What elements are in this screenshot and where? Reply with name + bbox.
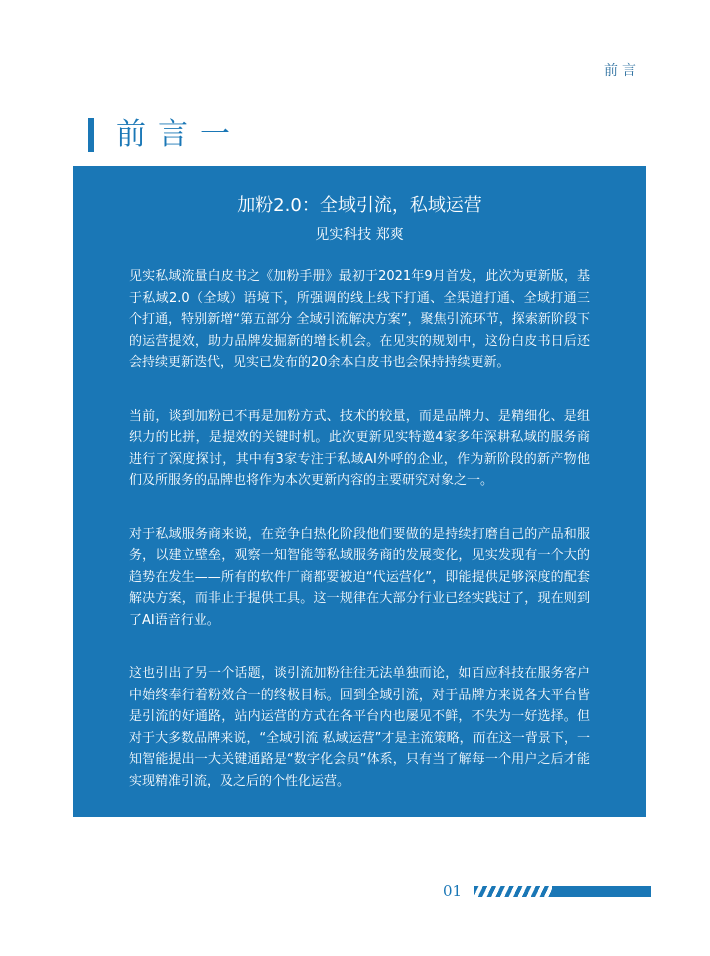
running-header: 前言	[604, 63, 640, 79]
paragraph-4: 这也引出了另一个话题，谈引流加粉往往无法单独而论，如百应科技在服务客户中始终奉行着粉效合一的终极目标。回到全域引流，对于品牌方来说各大平台皆是引流的好通路，站内运营的方式在各平台内也屡见不鲜，不失为一好选择。但对于大多数品牌来说，“全域引流 私域运营”才是主流策略，而在这一背景下，一知智能提出一大关键通路是“数字化会员”体系，只有当了解每一个用户之后才能实现精准引流，及之后的个性化运营。	[129, 666, 590, 789]
paragraph-2: 当前，谈到加粉已不再是加粉方式、技术的较量，而是品牌力、是精细化、是组织力的比拼，是提效的关键时机。此次更新见实特邀4家多年深耕私域的服务商进行了深度探讨，其中有3家专注于私域AI外呼的企业，作为新阶段的新产物他们及所服务的品牌也将作为本次更新内容的主要研究对象之一。	[129, 408, 590, 488]
panel-author: 见实科技 郑爽	[315, 227, 404, 243]
footer-bar	[552, 886, 651, 897]
preface-panel	[73, 166, 646, 817]
section-heading-title: 前言一	[116, 117, 242, 152]
stripe-decoration	[474, 886, 552, 897]
page-footer	[443, 882, 651, 900]
heading-accent-bar	[88, 118, 94, 152]
page-number: 01	[443, 882, 463, 900]
paragraph-1: 见实私域流量白皮书之《加粉手册》最初于2021年9月首发，此次为更新版，基于私域2.0（全域）语境下，所强调的线上线下打通、全渠道打通、全域打通三个打通，特别新增“第五部分 全域引流解决方案”，聚焦引流环节，探索新阶段下的运营提效，助力品牌发掘新的增长机会。在见实的规划中，这份白皮书日后还会持续更新迭代，见实已发布的20余本白皮书也会保持持续更新。	[129, 269, 590, 370]
section-heading	[88, 118, 242, 152]
paragraph-3: 对于私域服务商来说，在竞争白热化阶段他们要做的是持续打磨自己的产品和服务，以建立壁垒，观察一知智能等私域服务商的发展变化，见实发现有一个大的趋势在发生——所有的软件厂商都要被迫“代运营化”，即能提供足够深度的配套解决方案，而非止于提供工具。这一规律在大部分行业已经实践过了，现在则到了AI语音行业。	[129, 526, 590, 628]
panel-title: 加粉2.0：全域引流，私域运营	[237, 195, 482, 216]
